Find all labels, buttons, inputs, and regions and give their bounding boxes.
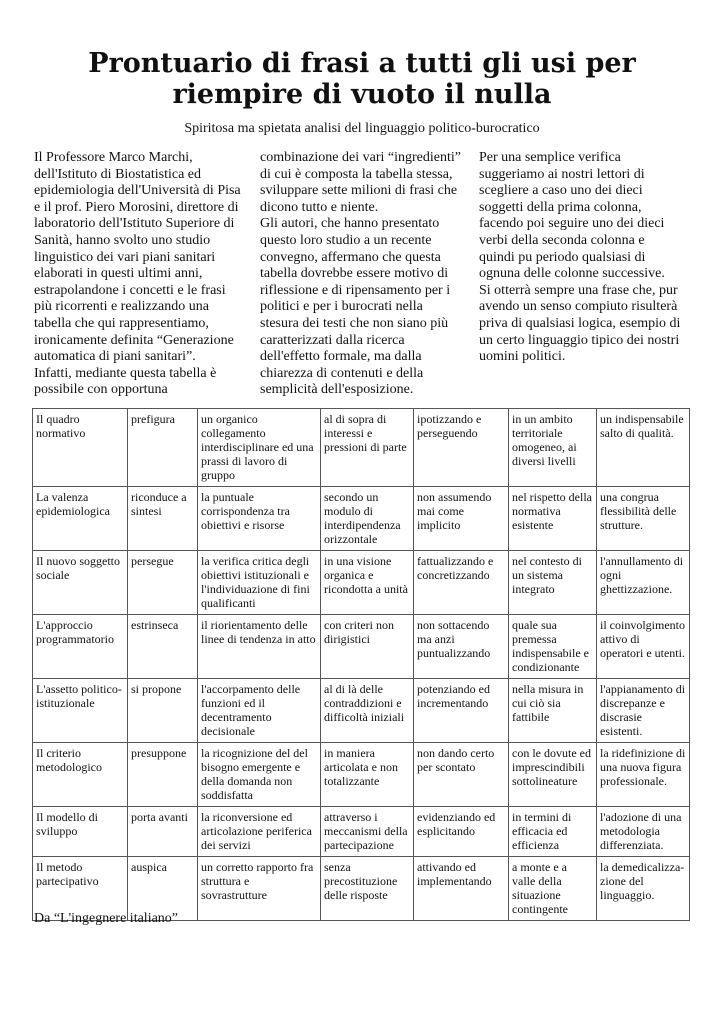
table-cell: persegue — [128, 551, 198, 615]
table-cell: il coinvolgimento attivo di operatori e utenti. — [597, 615, 690, 679]
table-cell: porta avanti — [128, 807, 198, 857]
table-cell: al di là delle contraddizioni e difficoltà iniziali — [321, 679, 414, 743]
table-cell: fattualizzando e concretizzando — [414, 551, 509, 615]
table-cell: nel contesto di un sistema integrato — [509, 551, 597, 615]
table-cell: a monte e a valle della situazione contingente — [509, 857, 597, 921]
table-cell: con criteri non dirigistici — [321, 615, 414, 679]
phrase-table-body — [33, 409, 690, 921]
page-subtitle: Spiritosa ma spietata analisi del linguaggio politico-burocratico — [184, 121, 540, 136]
table-row — [33, 679, 690, 743]
table-row — [33, 409, 690, 487]
article-paragraph: Il Professore Marco Marchi, dell'Istituto di Biostatistica ed epidemiologia dell'Università di Pisa e il prof. Piero Morosini, direttore di laboratorio dell'Istituto Superiore di Sanità, hanno svolto uno studio linguistico dei vari piani sanitari elaborati in questi ultimi anni, estrapolandone i concetti e le frasi più ricorrenti e realizzando una tabella che qui rappresentiamo, ironicamente definita “Generazione automatica di piani sanitari”. Infatti, mediante questa tabella è possibile con opportuna — [34, 150, 241, 398]
table-cell: Il criterio metodologico — [33, 743, 128, 807]
table-cell: in un ambito territoriale omogeneo, ai diversi livelli — [509, 409, 597, 487]
table-cell: il riorientamento delle linee di tendenza in atto — [198, 615, 321, 679]
table-row — [33, 487, 690, 551]
table-cell: presuppone — [128, 743, 198, 807]
table-cell: non sottacendo ma anzi puntualizzando — [414, 615, 509, 679]
table-cell: l'accorpamento delle funzioni ed il decentramento decisionale — [198, 679, 321, 743]
article-column-3 — [479, 150, 693, 366]
table-cell: una congrua flessibilità delle strutture. — [597, 487, 690, 551]
table-row — [33, 807, 690, 857]
table-row — [33, 615, 690, 679]
table-cell: nel rispetto della normativa esistente — [509, 487, 597, 551]
source-credit: Da “L'ingegnere italiano” — [34, 911, 179, 926]
table-cell: in termini di efficacia ed efficienza — [509, 807, 597, 857]
table-cell: auspica — [128, 857, 198, 921]
table-cell: La valenza epidemiologica — [33, 487, 128, 551]
article-paragraph: combinazione dei vari “ingredienti” di cui è composta la tabella stessa, sviluppare sette milioni di frasi che dicono tutto e niente. Gli autori, che hanno presentato questo loro studio a un recente convegno, affermano che questa tabella dovrebbe essere motivo di riflessione e di ripensamento per i politici e per i burocrati nella stesura dei testi che non siano più caratterizzati dalla ricerca dell'effetto formale, ma dalla chiarezza di contenuti e della semplicità dell'esposizione. — [260, 150, 461, 398]
table-row — [33, 551, 690, 615]
table-cell: la riconversione ed articolazione periferica dei servizi — [198, 807, 321, 857]
table-cell: in maniera articolata e non totalizzante — [321, 743, 414, 807]
table-cell: la verifica critica degli obiettivi istituzionali e l'individuazione di fini qualificanti — [198, 551, 321, 615]
table-cell: l'adozione di una metodologia differenziata. — [597, 807, 690, 857]
table-cell: Il nuovo soggetto sociale — [33, 551, 128, 615]
table-cell: in una visione organica e ricondotta a unità — [321, 551, 414, 615]
table-cell: evidenziando ed esplicitando — [414, 807, 509, 857]
table-cell: la ricognizione del del bisogno emergente e della domanda non soddisfatta — [198, 743, 321, 807]
table-cell: senza precostituzione delle risposte — [321, 857, 414, 921]
table-cell: secondo un modulo di interdipendenza orizzontale — [321, 487, 414, 551]
table-cell: l'annullamento di ogni ghettizzazione. — [597, 551, 690, 615]
table-cell: un corretto rapporto fra struttura e sovrastrutture — [198, 857, 321, 921]
table-cell: non assumendo mai come implicito — [414, 487, 509, 551]
table-cell: l'appianamento di discrepanze e discrasie esistenti. — [597, 679, 690, 743]
table-cell: la demedicalizza- zione del linguaggio. — [597, 857, 690, 921]
table-cell: la puntuale corrispondenza tra obiettivi e risorse — [198, 487, 321, 551]
page-title: Prontuario di frasi a tutti gli usi per riempire di vuoto il nulla — [88, 48, 636, 110]
phrase-table — [32, 408, 690, 921]
table-cell: Il quadro normativo — [33, 409, 128, 487]
table-cell: attivando ed implementando — [414, 857, 509, 921]
article-column-1 — [34, 150, 250, 399]
table-cell: quale sua premessa indispensabile e condizionante — [509, 615, 597, 679]
article-paragraph: Per una semplice verifica suggeriamo ai nostri lettori di scegliere a caso uno dei dieci soggetti della prima colonna, facendo poi seguire uno dei dieci verbi della seconda colonna e quindi pu periodo qualsiasi di ognuna delle colonne successive. Si otterrà sempre una frase che, pur avendo un senso compiuto risulterà priva di qualsiasi logica, esempio di un certo linguaggio tipico dei nostri uomini politici. — [479, 150, 681, 365]
table-cell: con le dovute ed imprescindibili sottolineature — [509, 743, 597, 807]
table-cell: prefigura — [128, 409, 198, 487]
table-cell: Il metodo partecipativo — [33, 857, 128, 921]
table-cell: attraverso i meccanismi della partecipazione — [321, 807, 414, 857]
table-cell: Il modello di sviluppo — [33, 807, 128, 857]
table-row — [33, 743, 690, 807]
table-cell: riconduce a sintesi — [128, 487, 198, 551]
table-cell: L'assetto politico- istituzionale — [33, 679, 128, 743]
table-cell: potenziando ed incrementando — [414, 679, 509, 743]
table-cell: ipotizzando e perseguendo — [414, 409, 509, 487]
table-cell: estrinseca — [128, 615, 198, 679]
table-cell: un organico collegamento interdisciplinare ed una prassi di lavoro di gruppo — [198, 409, 321, 487]
table-cell: nella misura in cui ciò sia fattibile — [509, 679, 597, 743]
table-cell: L'approccio programmatorio — [33, 615, 128, 679]
table-cell: la ridefinizione di una nuova figura professionale. — [597, 743, 690, 807]
table-cell: si propone — [128, 679, 198, 743]
table-cell: al di sopra di interessi e pressioni di parte — [321, 409, 414, 487]
table-cell: un indispensabile salto di qualità. — [597, 409, 690, 487]
table-cell: non dando certo per scontato — [414, 743, 509, 807]
article-column-2 — [260, 150, 475, 399]
